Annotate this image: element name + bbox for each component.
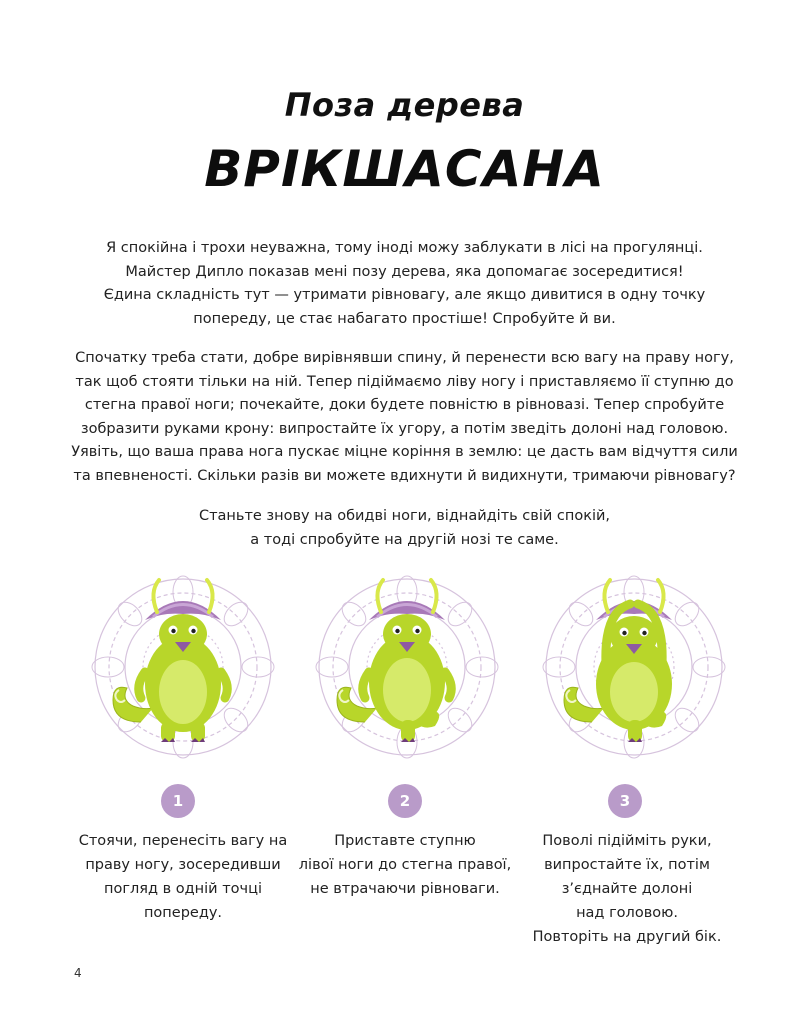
pose-subtitle: Поза дерева [284, 86, 525, 124]
step-number-badge: 3 [608, 784, 642, 818]
caption-line: випростайте їх, потім [544, 857, 710, 873]
caption-line: з’єднайте долоні [561, 881, 693, 897]
instruction-line: та впевненості. Скільки разів ви можете вдихнути й видихнути, тримаючи рівновагу? [73, 467, 736, 484]
instruction-line: так щоб стояти тільки на ній. Тепер підіймаємо ліву ногу і приставляємо її ступню до [75, 373, 734, 390]
repeat-paragraph [60, 505, 749, 552]
dino-illustration-step-2 [307, 572, 507, 762]
dino-illustration-step-3 [534, 572, 734, 762]
page-number: 4 [74, 966, 82, 980]
instruction-line: Уявіть, що ваша права нога пускає міцне коріння в землю: це дасть вам відчуття сили [71, 444, 738, 460]
dino-character [337, 580, 451, 742]
pose-title: ВРІКШАСАНА [204, 140, 605, 198]
caption-line: не втрачаючи рівноваги. [310, 881, 500, 897]
caption-line: Повторіть на другий бік. [532, 929, 722, 945]
caption-line: попереду. [143, 905, 223, 921]
intro-line: Єдина складність тут — утримати рівновагу, але якщо дивитися в одну точку [103, 287, 706, 303]
caption-line: праву ногу, зосередивши [85, 857, 281, 873]
dino-illustration-step-1 [83, 572, 283, 762]
step-caption-1 [68, 829, 298, 925]
caption-line: Стоячи, перенесіть вагу на [78, 833, 288, 849]
step-number-badge: 2 [388, 784, 422, 818]
caption-line: погляд в одній точці [104, 881, 262, 897]
caption-line: над головою. [576, 905, 678, 921]
caption-line: лівої ноги до стегна правої, [298, 857, 512, 873]
instruction-line: Спочатку треба стати, добре вирівнявши спину, й перенести всю вагу на праву ногу, [75, 350, 734, 366]
repeat-line: Станьте знову на обидві ноги, віднайдіть свій спокій, [198, 508, 611, 524]
caption-line: Поволі підійміть руки, [542, 833, 712, 849]
intro-line: Майстер Дипло показав мені позу дерева, яка допомагає зосередитися! [125, 263, 684, 280]
step-number-badge: 1 [161, 784, 195, 818]
intro-line: Я спокійна і трохи неуважна, тому іноді можу заблукати в лісі на прогулянці. [106, 240, 703, 256]
instruction-line: стегна правої ноги; почекайте, доки будете повністю в рівновазі. Тепер спробуйте [84, 397, 725, 413]
instruction-line: зобразити руками крону: випростайте їх угору, а потім зведіть долоні над головою. [80, 420, 729, 437]
repeat-line: а тоді спробуйте на другій нозі те саме. [250, 531, 559, 548]
dino-character [564, 580, 672, 742]
intro-paragraph [60, 237, 749, 331]
caption-line: Приставте ступню [334, 833, 476, 849]
instruction-paragraph [60, 347, 749, 488]
intro-line: попереду, це стає набагато простіше! Спробуйте й ви. [193, 310, 616, 327]
step-caption-2 [290, 829, 520, 901]
step-caption-3 [512, 829, 742, 949]
